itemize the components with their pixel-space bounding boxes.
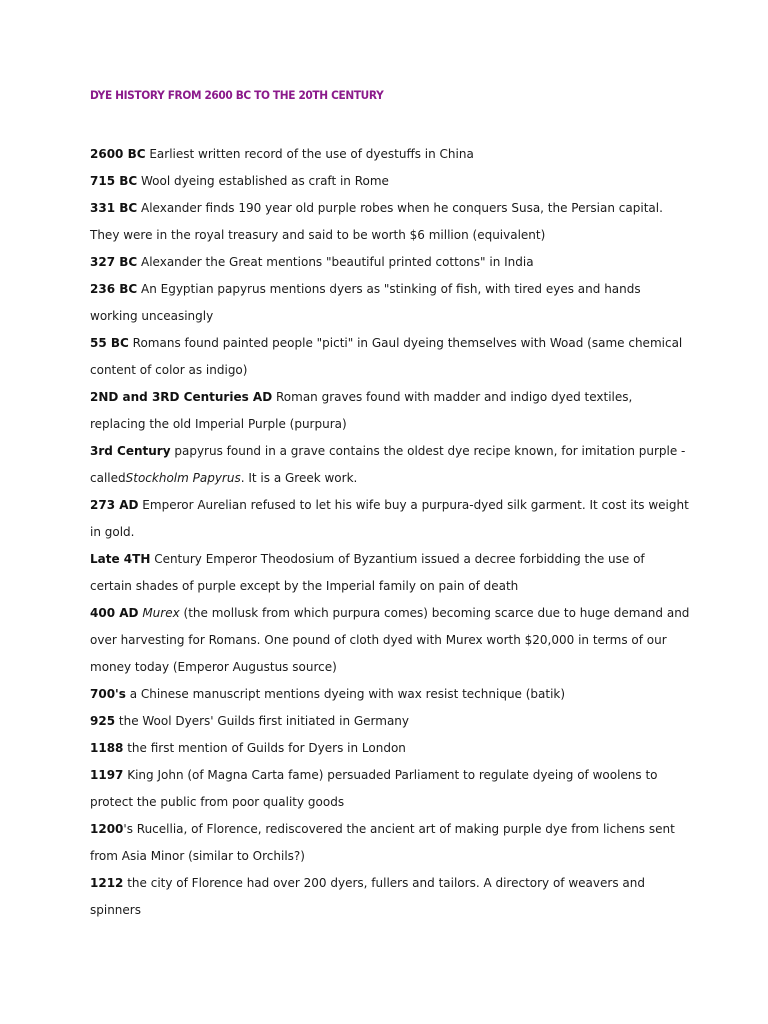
timeline-entry-925 bbox=[90, 708, 690, 735]
entry-date: 715 BC bbox=[90, 174, 138, 188]
timeline-entry-715bc bbox=[90, 168, 690, 195]
timeline-entry-700s bbox=[90, 681, 690, 708]
entry-text: Earliest written record of the use of dyestuffs in China bbox=[145, 147, 474, 161]
entry-date: 1188 bbox=[90, 741, 124, 755]
entry-date: 1212 bbox=[90, 876, 124, 890]
entry-date: 2ND and 3RD Centuries AD bbox=[90, 390, 273, 404]
entry-text: papyrus found in a grave contains the oldest dye recipe known, for imitation purple - called bbox=[90, 444, 686, 485]
timeline-entry-236bc bbox=[90, 276, 690, 330]
timeline-entry-2600bc bbox=[90, 141, 690, 168]
timeline-entry-1200s bbox=[90, 816, 690, 870]
timeline-entry-331bc bbox=[90, 195, 690, 249]
entry-text-tail: (the mollusk from which purpura comes) becoming scarce due to huge demand and over harvesting for Romans. One pound of cloth dyed with Murex worth $20,000 in terms of our money today (Emperor Augustus source) bbox=[90, 606, 690, 674]
timeline-list bbox=[90, 141, 690, 924]
entry-date: 925 bbox=[90, 714, 116, 728]
timeline-entry-2nd-3rd-centuries bbox=[90, 384, 690, 438]
entry-text: Alexander finds 190 year old purple robes when he conquers Susa, the Persian capital. They were in the royal treasury and said to be worth $6 million (equivalent) bbox=[90, 201, 663, 242]
entry-date: 327 BC bbox=[90, 255, 138, 269]
entry-date: Late 4TH bbox=[90, 552, 151, 566]
entry-text: An Egyptian papyrus mentions dyers as "stinking of fish, with tired eyes and hands working unceasingly bbox=[90, 282, 641, 323]
entry-date: 236 BC bbox=[90, 282, 138, 296]
entry-text: the city of Florence had over 200 dyers, fullers and tailors. A directory of weavers and spinners bbox=[90, 876, 645, 917]
document-title: DYE HISTORY FROM 2600 BC TO THE 20TH CENTURY bbox=[90, 88, 384, 102]
entry-text: 's Rucellia, of Florence, rediscovered the ancient art of making purple dye from lichens sent from Asia Minor (similar to Orchils?) bbox=[90, 822, 675, 863]
entry-date: 700's bbox=[90, 687, 126, 701]
timeline-entry-1188 bbox=[90, 735, 690, 762]
timeline-entry-55bc bbox=[90, 330, 690, 384]
entry-italic-term: Murex bbox=[142, 606, 180, 620]
entry-text: Roman graves found with madder and indigo dyed textiles, replacing the old Imperial Purple (purpura) bbox=[90, 390, 633, 431]
entry-date: 400 AD bbox=[90, 606, 139, 620]
timeline-entry-late-4th bbox=[90, 546, 690, 600]
entry-date: 331 BC bbox=[90, 201, 138, 215]
timeline-entry-3rd-century bbox=[90, 438, 690, 492]
entry-text: Emperor Aurelian refused to let his wife buy a purpura-dyed silk garment. It cost its weight in gold. bbox=[90, 498, 689, 539]
entry-text-tail: . It is a Greek work. bbox=[240, 471, 358, 485]
entry-text: the Wool Dyers' Guilds first initiated in Germany bbox=[115, 714, 410, 728]
entry-text: King John (of Magna Carta fame) persuaded Parliament to regulate dyeing of woolens to protect the public from poor quality goods bbox=[90, 768, 658, 809]
entry-date: 1197 bbox=[90, 768, 124, 782]
entry-date: 55 BC bbox=[90, 336, 129, 350]
entry-text: Romans found painted people "picti" in Gaul dyeing themselves with Woad (same chemical content of color as indigo) bbox=[90, 336, 683, 377]
timeline-entry-327bc bbox=[90, 249, 690, 276]
entry-italic-term: Stockholm Papyrus bbox=[125, 471, 241, 485]
entry-text: a Chinese manuscript mentions dyeing with wax resist technique (batik) bbox=[125, 687, 566, 701]
timeline-entry-273ad bbox=[90, 492, 690, 546]
entry-date: 273 AD bbox=[90, 498, 139, 512]
entry-text: Wool dyeing established as craft in Rome bbox=[137, 174, 389, 188]
entry-date: 3rd Century bbox=[90, 444, 171, 458]
entry-date: 1200 bbox=[90, 822, 124, 836]
timeline-entry-1197 bbox=[90, 762, 690, 816]
entry-text: Alexander the Great mentions "beautiful printed cottons" in India bbox=[137, 255, 534, 269]
timeline-entry-1212 bbox=[90, 870, 690, 924]
entry-date: 2600 BC bbox=[90, 147, 146, 161]
timeline-entry-400ad bbox=[90, 600, 690, 681]
entry-text: Century Emperor Theodosium of Byzantium issued a decree forbidding the use of certain shades of purple except by the Imperial family on pain of death bbox=[90, 552, 645, 593]
entry-text: the first mention of Guilds for Dyers in London bbox=[123, 741, 406, 755]
